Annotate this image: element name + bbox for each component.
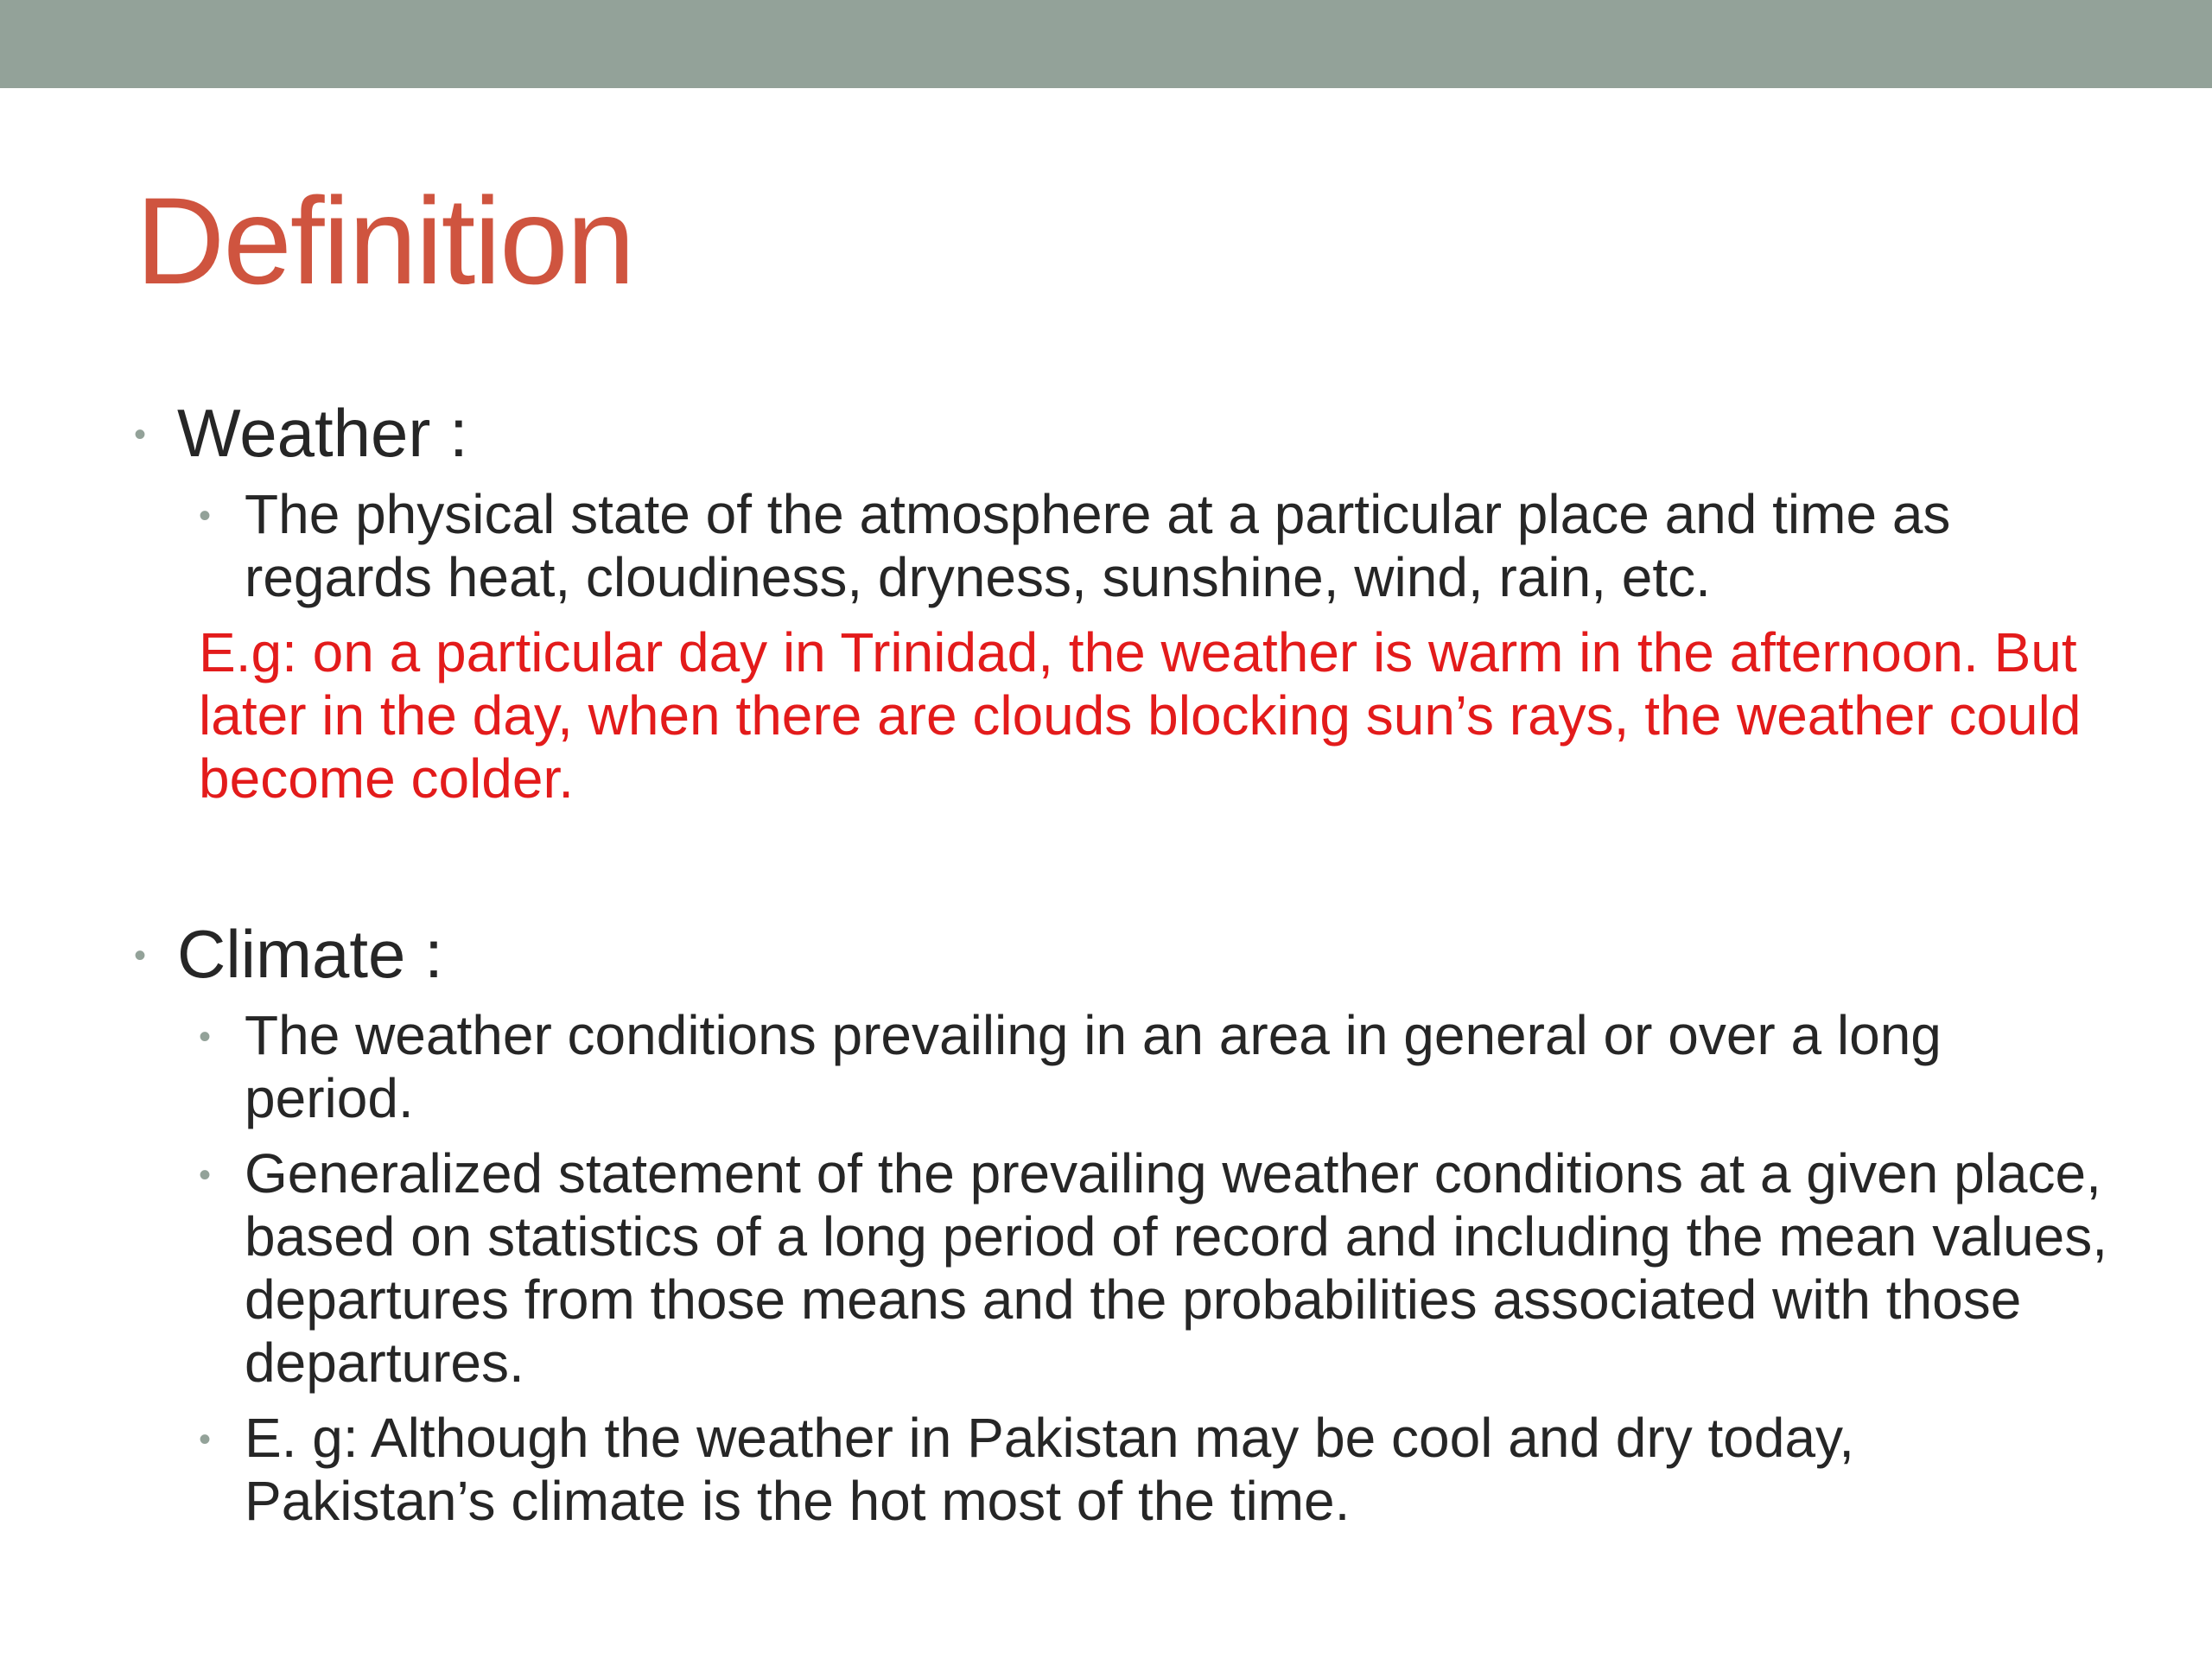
- slide-body: [130, 393, 2117, 1533]
- weather-definition: [130, 483, 2117, 609]
- bullet-climate: [130, 914, 2117, 994]
- climate-heading: Climate :: [177, 916, 443, 992]
- bullet-dot-icon: •: [199, 1018, 212, 1056]
- climate-point-text: The weather conditions prevailing in an area in general or over a long period.: [245, 1004, 1942, 1129]
- bullet-dot-icon: •: [199, 1156, 212, 1194]
- climate-definition-1: [130, 1004, 2117, 1130]
- weather-heading: Weather :: [177, 395, 468, 471]
- bullet-weather: [130, 393, 2117, 473]
- climate-definition-2: [130, 1142, 2117, 1395]
- climate-point-text: E. g: Although the weather in Pakistan may be cool and dry today, Pakistan’s climate is the hot most of the time.: [245, 1407, 1855, 1532]
- weather-example: E.g: on a particular day in Trinidad, the weather is warm in the afternoon. But later in the day, when there are clouds blocking sun’s rays, the weather could become colder.: [199, 621, 2082, 810]
- bullet-dot-icon: •: [134, 937, 147, 975]
- header-band: [0, 0, 2212, 88]
- spacer: [130, 810, 2117, 914]
- bullet-dot-icon: •: [199, 497, 212, 535]
- climate-point-text: Generalized statement of the prevailing weather conditions at a given place, based on statistics of a long period of record and including the mean values, departures from those means and the probabilities associated with those departures.: [245, 1142, 2107, 1394]
- weather-definition-text: The physical state of the atmosphere at a particular place and time as regards heat, cloudiness, dryness, sunshine, wind, rain, etc.: [245, 483, 1951, 608]
- bullet-dot-icon: •: [199, 1421, 212, 1459]
- slide-title: Definition: [136, 173, 634, 310]
- climate-example: [130, 1407, 2117, 1533]
- bullet-dot-icon: •: [134, 416, 147, 454]
